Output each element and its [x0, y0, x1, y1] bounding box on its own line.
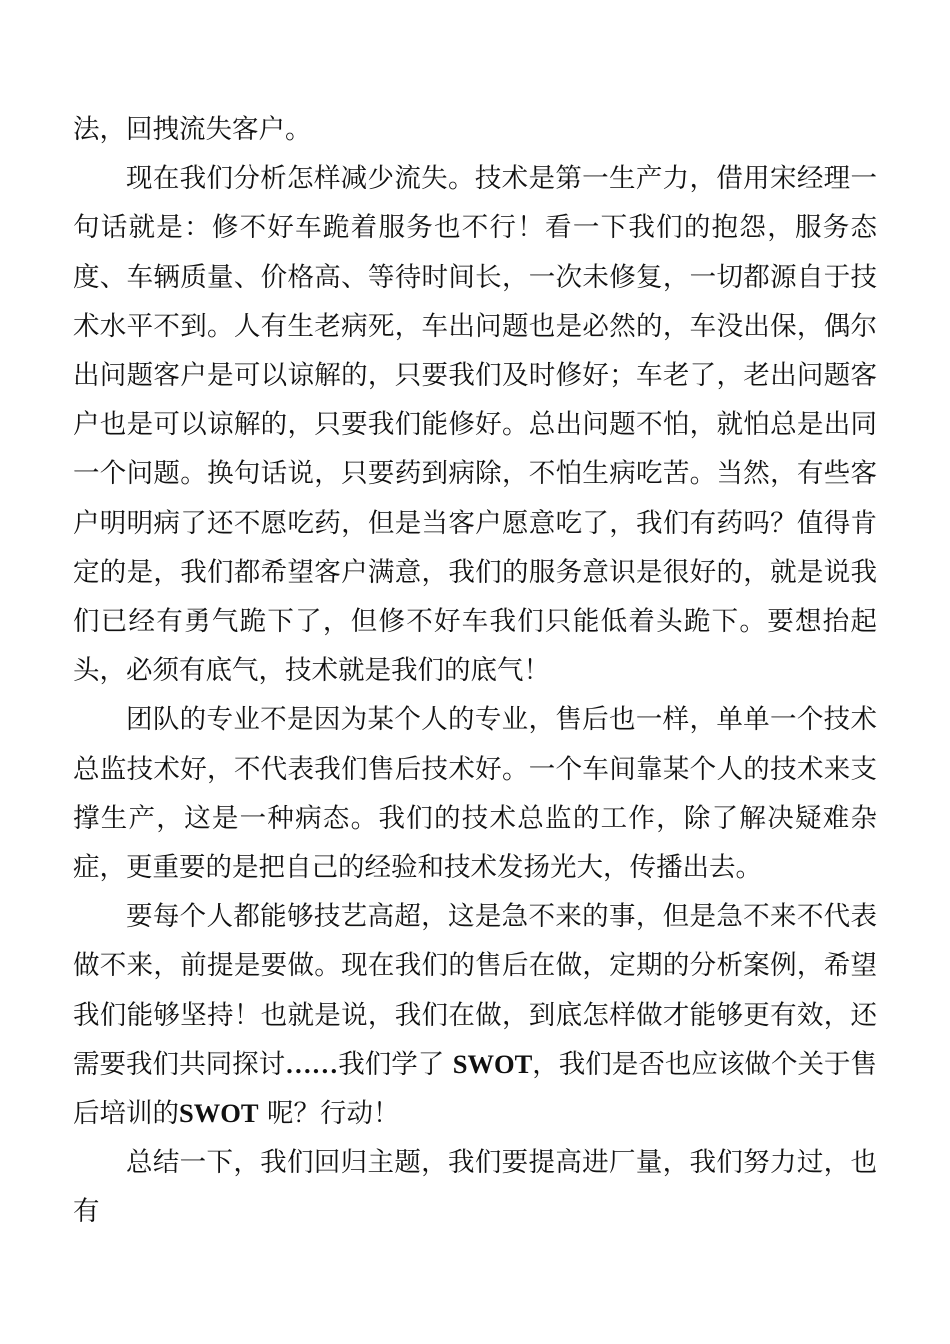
text-segment: 法，回拽流失客户。: [73, 114, 312, 145]
text-segment: 要每个人都能够技艺高超，这是急不来的事，但是急不来不代表做不来，前提是要做。现在我们的售后在做，定期的分析案例，希望我们能够坚持！也就是说，我们在做，到底怎样做才能够更有效，还需要我们共同探讨: [73, 901, 877, 1080]
text-segment: 呢？行动！: [258, 1098, 400, 1130]
swot-term: SWOT: [452, 1048, 533, 1079]
text-segment: 总结一下，我们回归主题，我们要提高进厂量，我们努力过，也有: [73, 1147, 877, 1228]
paragraph-summary: [73, 1138, 877, 1236]
text-segment: 现在我们分析怎样减少流失。技术是第一生产力，借用宋经理一句话就是：修不好车跪着服务也不行！看一下我们的抱怨，服务态度、车辆质量、价格高、等待时间长，一次未修复，一切都源自于技术水平不到。人有生老病死，车出问题也是必然的，车没出保，偶尔出问题客户是可以谅解的，只要我们及时修好；车老了，老出问题客户也是可以谅解的，只要我们能修好。总出问题不怕，就怕总是出同一个问题。换句话说，只要药到病除，不怕生病吃苦。当然，有些客户明明病了还不愿吃药，但是当客户愿意吃了，我们有药吗？值得肯定的是，我们都希望客户满意，我们的服务意识是很好的，就是说我们已经有勇气跪下了，但修不好车我们只能低着头跪下。要想抬起头，必须有底气，技术就是我们的底气！: [73, 163, 877, 687]
swot-term: SWOT: [179, 1098, 259, 1129]
paragraph-team: [73, 695, 877, 892]
ellipsis-segment: ……: [285, 1048, 339, 1079]
text-segment: 团队的专业不是因为某个人的专业，售后也一样，单单一个技术总监技术好，不代表我们售后技术好。一个车间靠某个人的技术来支撑生产，这是一种病态。我们的技术总监的工作，除了解决疑难杂症，更重要的是把自己的经验和技术发扬光大，传播出去。: [73, 704, 877, 884]
text-segment: ，我们是否也应该做个关于售后培训的: [73, 1048, 878, 1130]
text-segment: 我们学了: [338, 1048, 453, 1080]
paragraph-technology: [73, 154, 877, 695]
paragraph-continued: [73, 105, 877, 154]
document-body: [73, 105, 877, 1237]
paragraph-swot: [73, 892, 877, 1138]
